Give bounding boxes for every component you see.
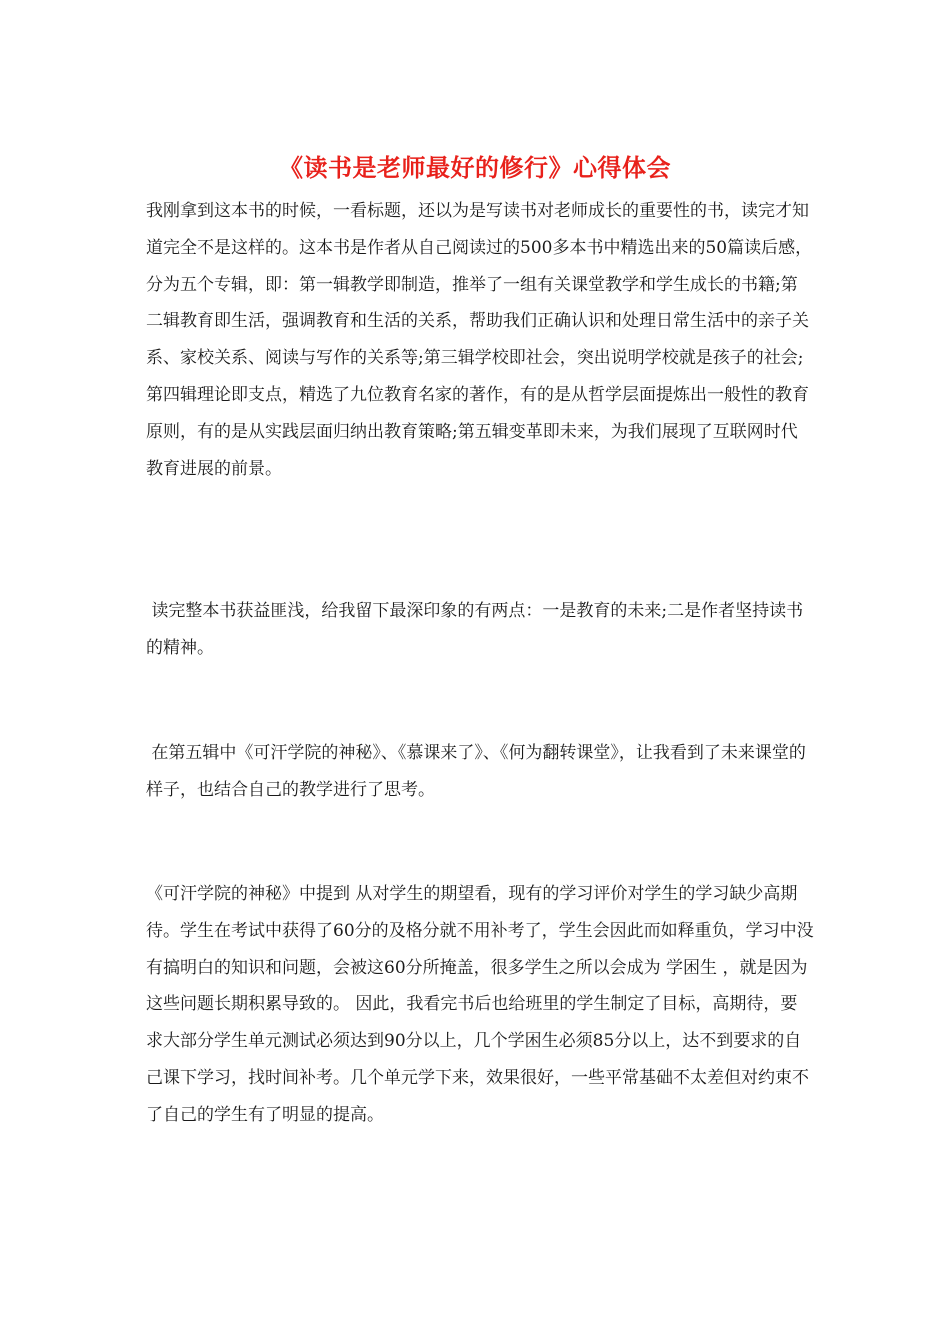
document-title: 《读书是老师最好的修行》心得体会	[279, 153, 671, 182]
paragraph-impressions: 读完整本书获益匪浅，给我留下最深印象的有两点：一是教育的未来;二是作者坚持读书的精神。	[146, 601, 804, 658]
paragraph-future-classroom: 在第五辑中《可汗学院的神秘》、《慕课来了》、《何为翻转课堂》，让我看到了未来课堂的样子，也结合自己的教学进行了思考。	[146, 743, 806, 800]
paragraph-khan-academy: 《可汗学院的神秘》中提到 从对学生的期望看，现有的学习评价对学生的学习缺少高期待。学生在考试中获得了60分的及格分就不用补考了，学生会因此而如释重负，学习中没有搞明白的知识和问题，会被这60分所掩盖，很多学生之所以会成为 学困生 ，就是因为这些问题长期积累导致的。 因此，我看完书后也给班里的学生制定了目标，高期待，要求大部分学生单元测试必须达到90分以上，几个学困生必须85分以上，达不到要求的自己课下学习，找时间补考。几个单元学下来，效果很好，一些平常基础不太差但对约束不了自己的学生有了明显的提高。	[146, 884, 814, 1125]
paragraph-intro: 我刚拿到这本书的时候，一看标题，还以为是写读书对老师成长的重要性的书，读完才知道完全不是这样的。这本书是作者从自己阅读过的500多本书中精选出来的50篇读后感，分为五个专辑，即：第一辑教学即制造，推举了一组有关课堂教学和学生成长的书籍;第二辑教育即生活，强调教育和生活的关系，帮助我们正确认识和处理日常生活中的亲子关系、家校关系、阅读与写作的关系等;第三辑学校即社会，突出说明学校就是孩子的社会;第四辑理论即支点，精选了九位教育名家的著作，有的是从哲学层面提炼出一般性的教育原则，有的是从实践层面归纳出教育策略;第五辑变革即未来，为我们展现了互联网时代教育进展的前景。	[146, 201, 813, 479]
